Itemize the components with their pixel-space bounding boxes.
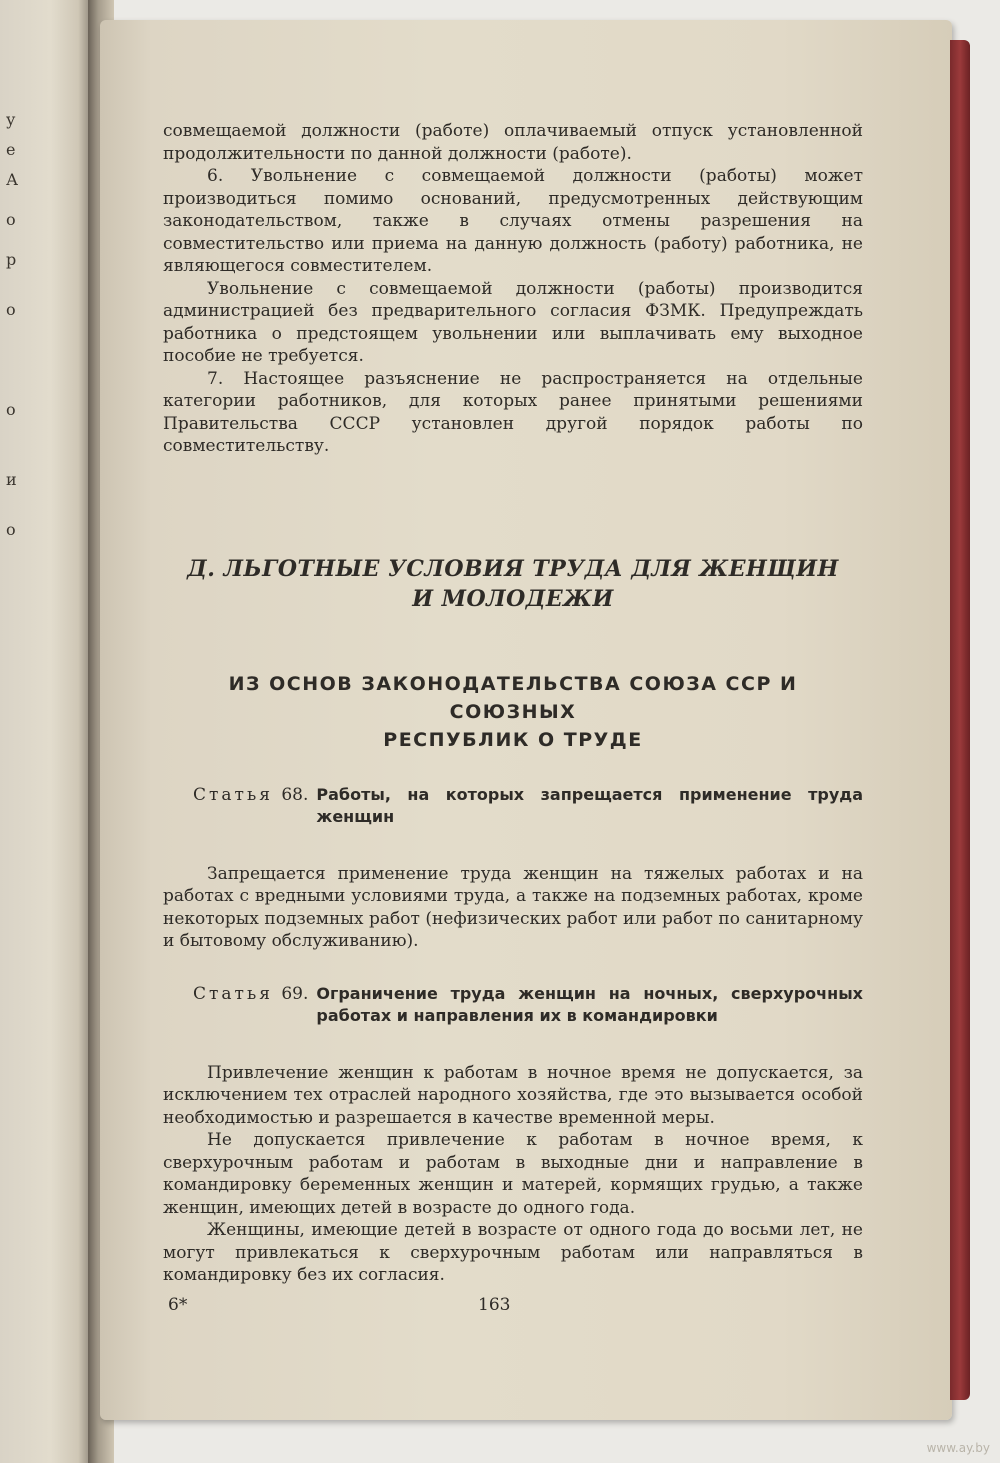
article-69-header <box>163 983 863 1028</box>
book-cover-edge <box>950 40 970 1400</box>
paragraph: Женщины, имеющие детей в возрасте от одного года до восьми лет, не могут привлекаться к сверхурочным работам или направляться в командировку без их согласия. <box>163 1220 863 1285</box>
watermark: www.ay.by <box>926 1441 990 1455</box>
paragraph: 6. Увольнение с совмещаемой должности (работы) может производиться помимо оснований, предусмотренных действующим законодательством, также в случаях отмены разрешения на совместительство или приема на данную должность (работу) работника, не являющегося совместителем. <box>163 166 863 276</box>
margin-glyph: о <box>6 210 16 229</box>
facing-page-edge <box>0 0 94 1463</box>
paragraph: совмещаемой должности (работе) оплачиваемый отпуск установленной продолжительности по данной должности (работе). <box>163 121 863 164</box>
article-number: 68. <box>281 784 309 805</box>
law-title-line: ИЗ ОСНОВ ЗАКОНОДАТЕЛЬСТВА СОЮЗА ССР И СОЮЗНЫХ <box>228 672 798 723</box>
margin-glyph: о <box>6 300 16 319</box>
paragraph: Привлечение женщин к работам в ночное время не допускается, за исключением тех отраслей народного хозяйства, где это вызывается особой необходимостью и разрешается в качестве временной меры. <box>163 1062 863 1128</box>
margin-glyph: и <box>6 470 17 489</box>
margin-glyph: о <box>6 400 16 419</box>
margin-glyph: р <box>6 250 17 269</box>
article-label <box>193 784 316 829</box>
page-number: 163 <box>478 1295 511 1315</box>
section-title-line: Д. ЛЬГОТНЫЕ УСЛОВИЯ ТРУДА ДЛЯ ЖЕНЩИН <box>187 555 839 582</box>
margin-glyph: о <box>6 520 16 539</box>
page-footer <box>168 1295 858 1319</box>
paragraph: Запрещается применение труда женщин на тяжелых работах и на работах с вредными условиями труда, а также на подземных работах, кроме некоторых подземных работ (нефизических работ или работ по санитарному и бытовому обслуживанию). <box>163 863 863 951</box>
margin-glyph: А <box>6 170 19 189</box>
signature-mark: 6* <box>168 1295 188 1315</box>
law-title <box>163 670 863 754</box>
margin-glyph: е <box>6 140 16 159</box>
page-text <box>163 120 863 1287</box>
paragraph: Увольнение с совмещаемой должности (работы) производится администрацией без предварительного согласия ФЗМК. Предупреждать работника о предстоящем увольнении или выплачивать ему выходное пособие не требуется. <box>163 278 863 366</box>
article-word: Статья <box>193 784 273 805</box>
margin-glyph: у <box>6 110 16 129</box>
article-heading: Работы, на которых запрещается применение труда женщин <box>316 784 863 826</box>
article-68-header <box>163 784 863 829</box>
law-title-line: РЕСПУБЛИК О ТРУДЕ <box>383 728 643 751</box>
article-word: Статья <box>193 983 273 1004</box>
paragraph: 7. Настоящее разъяснение не распространяется на отдельные категории работников, для которых ранее принятыми решениями Правительства СССР установлен другой порядок работы по совместительству. <box>163 368 863 456</box>
article-number: 69. <box>281 983 309 1004</box>
section-title-line: И МОЛОДЕЖИ <box>412 585 614 612</box>
article-heading: Ограничение труда женщин на ночных, сверхурочных работах и направления их в командировки <box>316 983 863 1025</box>
paragraph: Не допускается привлечение к работам в ночное время, к сверхурочным работам и работам в выходные дни и направление в командировку беременных женщин и матерей, кормящих грудью, а также женщин, имеющих детей в возрасте до одного года. <box>163 1130 863 1218</box>
section-title <box>163 554 863 614</box>
article-label <box>193 983 316 1028</box>
